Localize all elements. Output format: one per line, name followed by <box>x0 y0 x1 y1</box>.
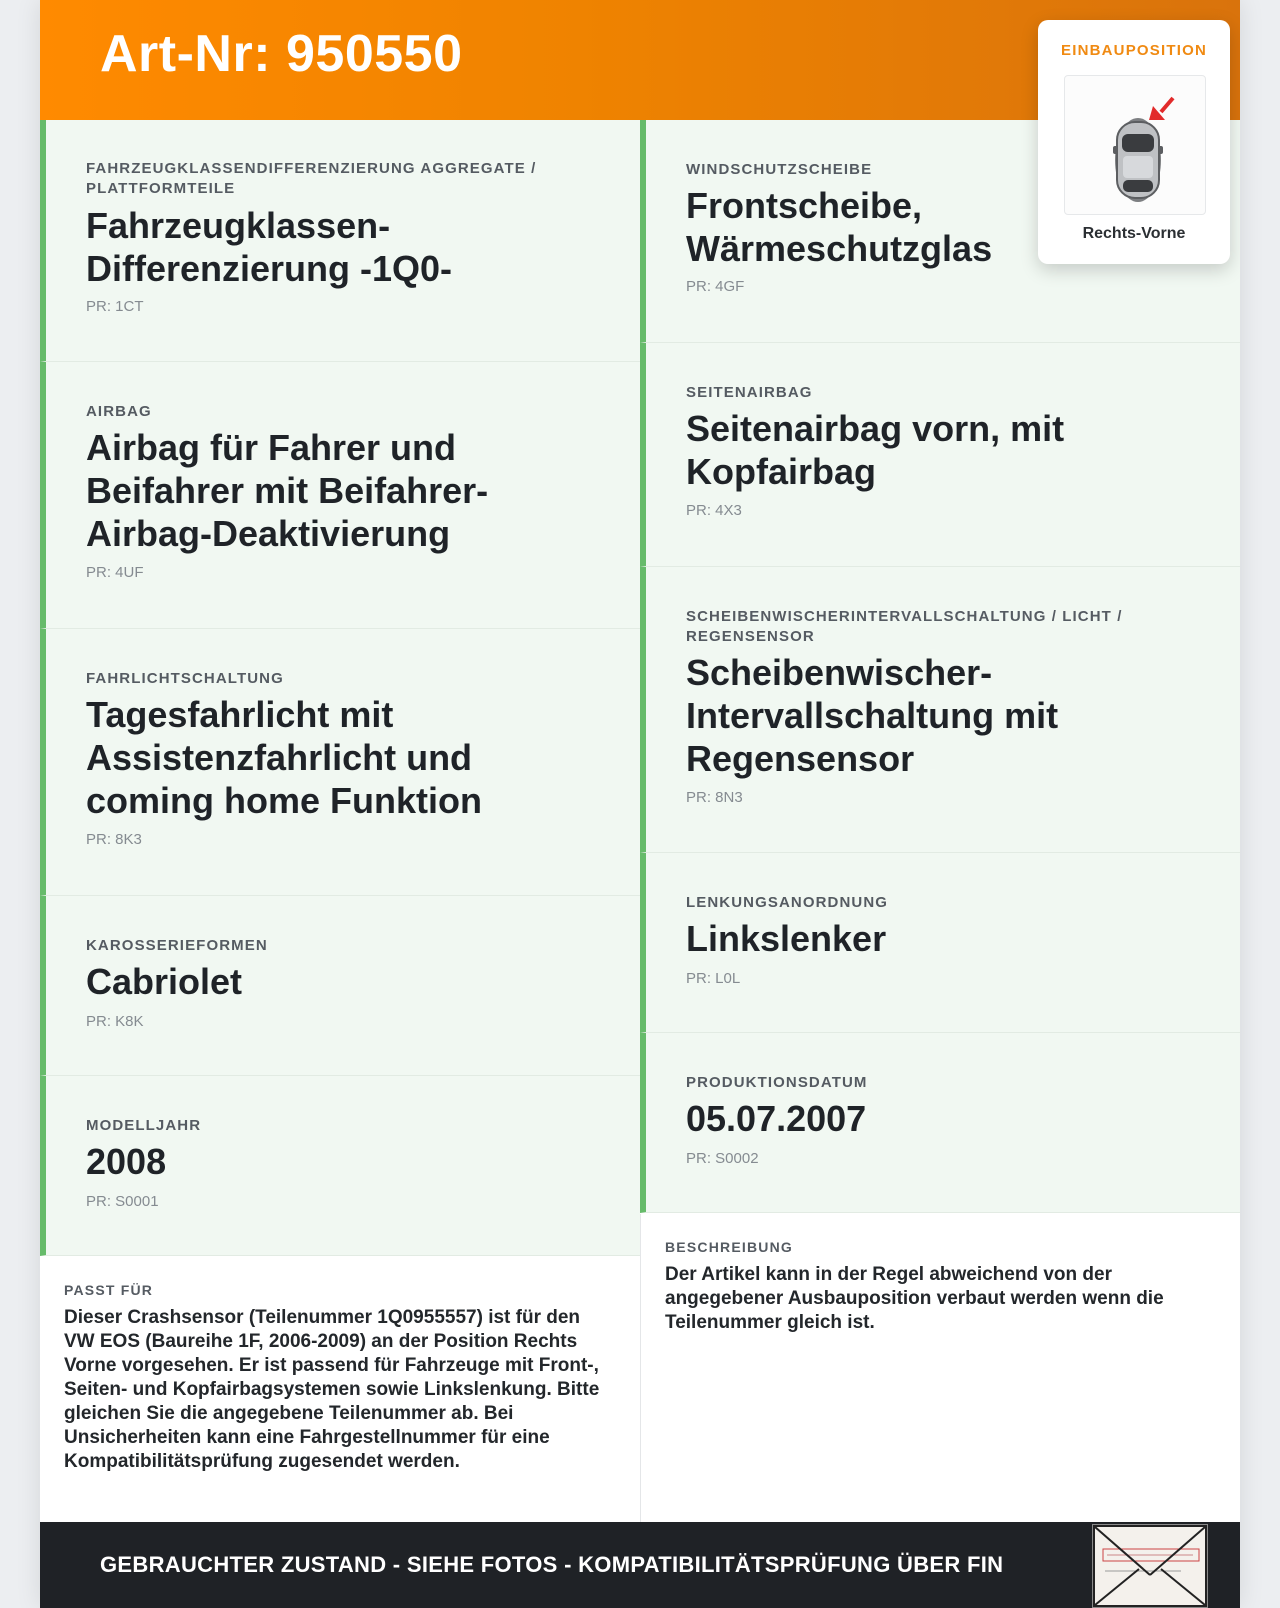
spec-card <box>40 1076 640 1256</box>
spec-category: FAHRLICHTSCHALTUNG <box>86 670 284 687</box>
spec-card <box>640 567 1240 853</box>
article-number-title: Art-Nr: 950550 <box>100 25 463 83</box>
spec-value: Fahrzeugklassen-Differenzierung -1Q0- <box>86 205 453 289</box>
spec-category: PRODUKTIONSDATUM <box>686 1074 868 1091</box>
spec-pr-code: PR: 8N3 <box>686 789 743 806</box>
passt-fuer-label: PASST FÜR <box>64 1282 154 1298</box>
spec-pr-code: PR: 8K3 <box>86 831 142 848</box>
spec-pr-code: PR: S0001 <box>86 1193 159 1210</box>
spec-pr-code: PR: K8K <box>86 1013 144 1030</box>
spec-category: SEITENAIRBAG <box>686 384 813 401</box>
beschreibung-section <box>641 1213 1240 1522</box>
spec-value: Seitenairbag vorn, mit Kopfairbag <box>686 408 1065 492</box>
spec-value: 2008 <box>86 1141 167 1182</box>
beschreibung-label: BESCHREIBUNG <box>665 1239 793 1255</box>
footer-text: GEBRAUCHTER ZUSTAND - SIEHE FOTOS - KOMPATIBILITÄTSPRÜFUNG ÜBER FIN <box>100 1552 1004 1577</box>
spec-card <box>40 120 640 362</box>
footer-bar <box>40 1522 1240 1608</box>
spec-category: KAROSSERIEFORMEN <box>86 937 268 954</box>
spec-category: LENKUNGSANORDNUNG <box>686 894 889 911</box>
spec-value: Airbag für Fahrer und Beifahrer mit Beifahrer-Airbag-Deaktivierung <box>86 427 489 554</box>
spec-pr-code: PR: 4GF <box>686 278 745 295</box>
spec-value: Frontscheibe, Wärmeschutzglas <box>686 185 993 269</box>
spec-pr-code: PR: S0002 <box>686 1150 759 1167</box>
spec-card <box>40 362 640 629</box>
spec-card <box>40 629 640 896</box>
spec-card <box>40 896 640 1076</box>
einbauposition-value: Rechts-Vorne <box>1082 225 1186 242</box>
einbauposition-card <box>1038 20 1230 264</box>
spec-card <box>640 853 1240 1033</box>
beschreibung-text: Der Artikel kann in der Regel abweichend von der angegebener Ausbauposition verbaut werden wenn die Teilenummer gleich ist. <box>665 1264 1164 1333</box>
spec-value: Linkslenker <box>686 918 887 959</box>
spec-card <box>640 1033 1240 1213</box>
passt-fuer-section <box>40 1256 640 1522</box>
einbauposition-label: EINBAUPOSITION <box>1061 42 1207 59</box>
car-position-icon <box>1064 75 1206 215</box>
spec-value: Scheibenwischer-Intervallschaltung mit Regensensor <box>686 652 1059 779</box>
spec-card <box>640 343 1240 567</box>
spec-category: AIRBAG <box>86 403 152 420</box>
spec-pr-code: PR: 4UF <box>86 564 144 581</box>
passt-fuer-text: Dieser Crashsensor (Teilenummer 1Q0955557) ist für den VW EOS (Baureihe 1F, 2006-2009) an der Position Rechts Vorne vorgesehen. Er ist passend für Fahrzeuge mit Front-, Seiten- und Kopfairbagsystemen sowie Linkslenkung. Bitte gleichen Sie die angegebene Teilenummer ab. Bei Unsicherheiten kann eine Fahrgestellnummer für eine Kompatibilitätsprüfung zugesendet werden. <box>64 1307 600 1472</box>
spec-pr-code: PR: 1CT <box>86 298 144 315</box>
spec-pr-code: PR: 4X3 <box>686 502 742 519</box>
envelope-document-icon <box>1092 1524 1208 1608</box>
spec-category: FAHRZEUGKLASSENDIFFERENZIERUNG AGGREGATE / PLATTFORMTEILE <box>86 160 537 197</box>
spec-pr-code: PR: L0L <box>686 970 741 987</box>
spec-category: WINDSCHUTZSCHEIBE <box>686 161 873 178</box>
spec-category: SCHEIBENWISCHERINTERVALLSCHALTUNG / LICHT / REGENSENSOR <box>686 608 1123 645</box>
spec-value: Cabriolet <box>86 961 243 1002</box>
product-sheet <box>40 0 1240 1608</box>
spec-value: Tagesfahrlicht mit Assistenzfahrlicht und coming home Funktion <box>86 694 482 821</box>
spec-category: MODELLJAHR <box>86 1117 202 1134</box>
spec-value: 05.07.2007 <box>686 1098 867 1139</box>
